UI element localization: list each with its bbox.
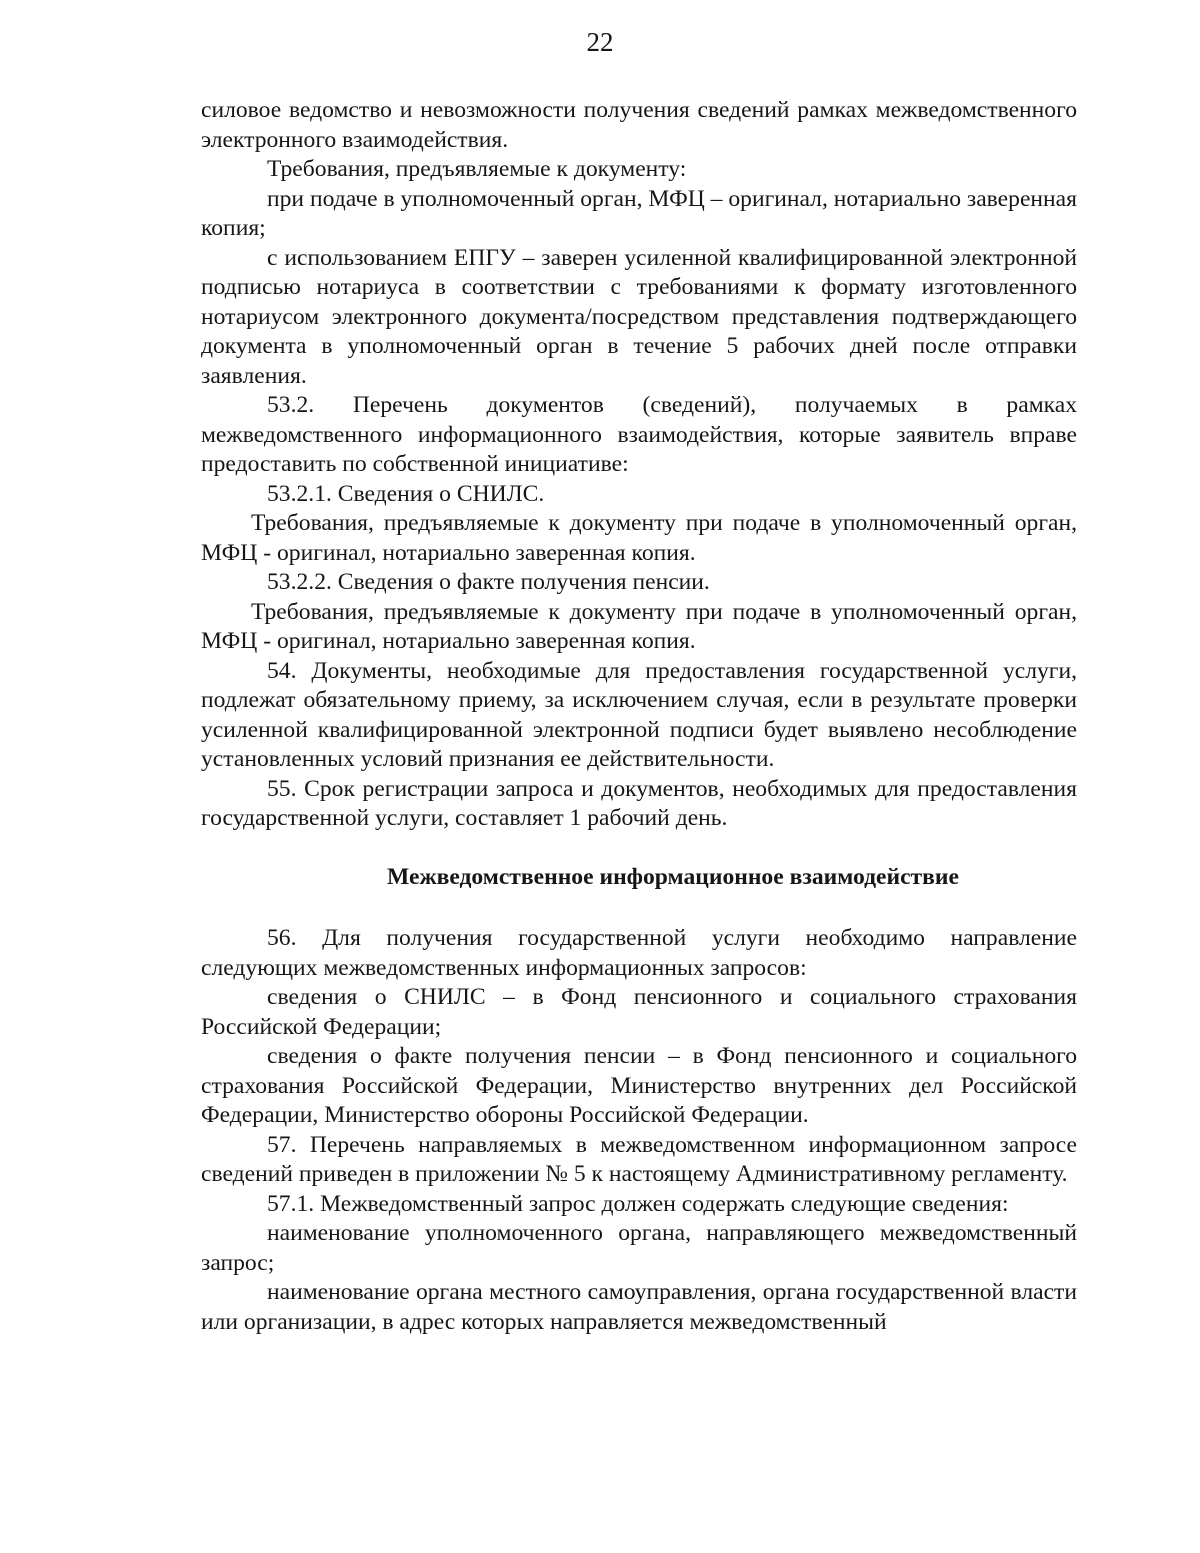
- paragraph: Требования, предъявляемые к документу при подаче в уполномоченный орган, МФЦ - оригинал, нотариально заверенная копия.: [201, 510, 1077, 566]
- document-body: [201, 96, 1077, 1337]
- paragraph: 55. Срок регистрации запроса и документов, необходимых для предоставления государственной услуги, составляет 1 рабочий день.: [201, 775, 1077, 831]
- paragraph: сведения о факте получения пенсии – в Фонд пенсионного и социального страхования Российской Федерации, Министерство внутренних дел Российской Федерации, Министерство обороны Российской Федерации.: [201, 1043, 1077, 1128]
- page-number: 22: [586, 27, 614, 57]
- paragraph: Требования, предъявляемые к документу при подаче в уполномоченный орган, МФЦ - оригинал, нотариально заверенная копия.: [201, 598, 1077, 654]
- paragraph: наименование уполномоченного органа, направляющего межведомственный запрос;: [201, 1220, 1077, 1276]
- paragraph: 57. Перечень направляемых в межведомственном информационном запросе сведений приведен в приложении № 5 к настоящему Административному регламенту.: [201, 1131, 1077, 1187]
- paragraph: силовое ведомство и невозможности получения сведений рамках межведомственного электронного взаимодействия.: [201, 97, 1077, 153]
- paragraph: Требования, предъявляемые к документу:: [267, 156, 687, 182]
- section-heading: Межведомственное информационное взаимодействие: [387, 863, 959, 890]
- paragraph: 53.2. Перечень документов (сведений), получаемых в рамках межведомственного информационного взаимодействия, которые заявитель вправе предоставить по собственной инициативе:: [201, 392, 1077, 477]
- paragraph: 53.2.2. Сведения о факте получения пенсии.: [267, 569, 710, 595]
- paragraph: 53.2.1. Сведения о СНИЛС.: [267, 480, 545, 507]
- paragraph: наименование органа местного самоуправления, органа государственной власти или организации, в адрес которых направляется межведомственный: [201, 1279, 1077, 1335]
- paragraph: 57.1. Межведомственный запрос должен содержать следующие сведения:: [267, 1190, 1009, 1217]
- paragraph: при подаче в уполномоченный орган, МФЦ – оригинал, нотариально заверенная копия;: [201, 185, 1077, 241]
- paragraph: сведения о СНИЛС – в Фонд пенсионного и социального страхования Российской Федерации;: [201, 984, 1077, 1040]
- paragraph: с использованием ЕПГУ – заверен усиленной квалифицированной электронной подписью нотариуса в соответствии с требованиями к формату изготовленного нотариусом электронного документа/посредством представления подтверждающего документа в уполномоченный орган в течение 5 рабочих дней после отправки заявления.: [201, 244, 1077, 389]
- paragraph: 54. Документы, необходимые для предоставления государственной услуги, подлежат обязательному приему, за исключением случая, если в результате проверки усиленной квалифицированной электронной подписи будет выявлено несоблюдение установленных условий признания ее действительности.: [201, 657, 1077, 772]
- paragraph: 56. Для получения государственной услуги необходимо направление следующих межведомственных информационных запросов:: [201, 925, 1077, 981]
